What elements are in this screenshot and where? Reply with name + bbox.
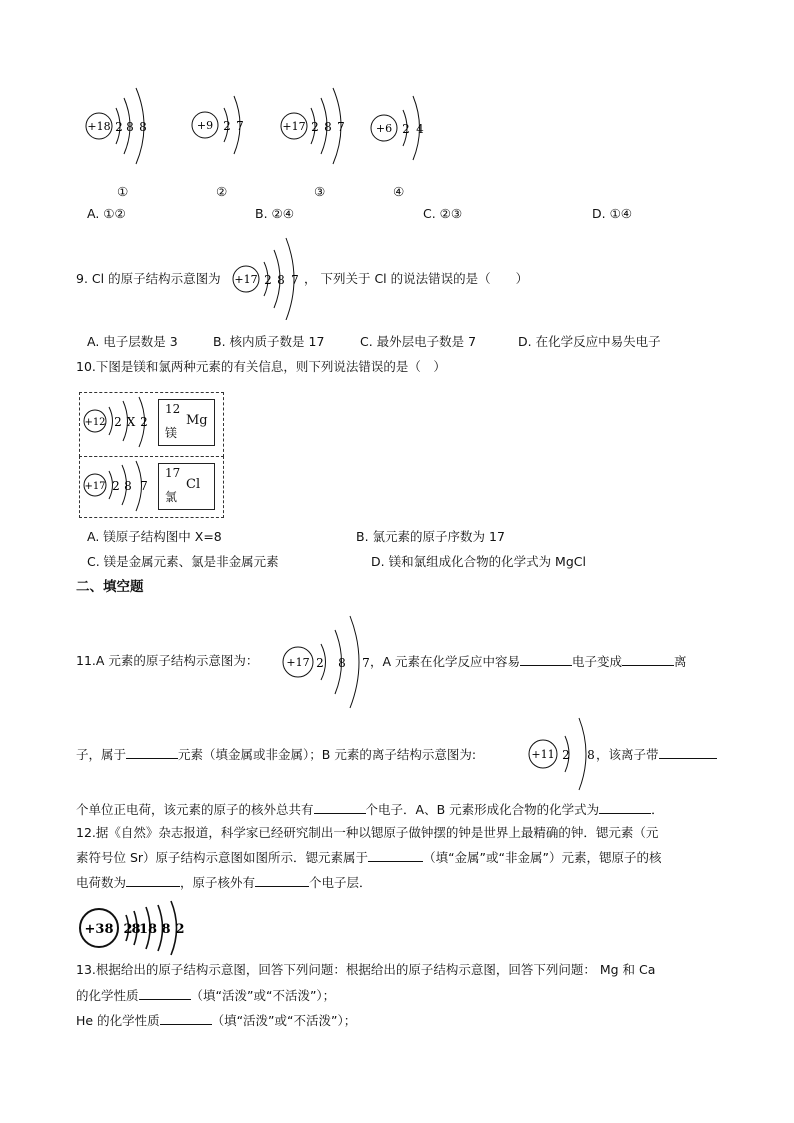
q11-text-charge: ，该离子带 — [596, 747, 659, 762]
svg-text:8: 8 — [161, 922, 171, 937]
q12-line1: 12.据《自然》杂志报道，科学家已经研究制出一种以锶原子做钟摆的钟是世界上最精确的钟．锶元素（元 — [76, 825, 659, 840]
q13-text-he: He 的化学性质 — [76, 1013, 160, 1028]
q8-option-c[interactable]: C. ②③ — [423, 206, 463, 221]
cl-symbol: Cl — [186, 477, 201, 492]
q12-blank-charge[interactable] — [126, 874, 180, 887]
q11-atom-a-diagram — [280, 614, 375, 710]
atom-label-4: ④ — [393, 184, 405, 199]
q9-option-d[interactable]: D. 在化学反应中易失电子 — [518, 334, 661, 349]
q11-blank-metal[interactable] — [126, 746, 178, 759]
q11-line1-b — [370, 653, 687, 670]
q11-ion-b-diagram — [525, 716, 605, 792]
atom-label-1: ① — [117, 184, 129, 199]
svg-text:7: 7 — [362, 656, 370, 670]
svg-text:8: 8 — [131, 922, 141, 937]
q12-text-nuclear: （填“金属”或“非金属”）元素，锶原子的核 — [423, 850, 662, 865]
q11-blank-charge[interactable] — [659, 746, 717, 759]
svg-text:2: 2 — [562, 748, 570, 762]
q11-text-become: 电子变成 — [572, 654, 623, 669]
q12-text-charge: 电荷数为 — [76, 875, 127, 890]
cl-element-card — [158, 463, 215, 510]
atom-diagram-3 — [275, 80, 355, 170]
atom-diagram-1 — [80, 80, 160, 170]
q12-line2 — [76, 849, 661, 866]
q10-option-a[interactable]: A. 镁原子结构图中 X=8 — [87, 529, 222, 544]
q9-atom-diagram — [228, 234, 306, 320]
svg-text:2: 2 — [123, 922, 133, 937]
svg-text:2: 2 — [140, 415, 148, 429]
q13-line3 — [76, 1012, 356, 1029]
q9-option-c[interactable]: C. 最外层电子数是 7 — [360, 334, 477, 349]
q11-text-belongs: 子，属于 — [76, 747, 127, 762]
q10-option-c[interactable]: C. 镁是金属元素、氯是非金属元素 — [87, 554, 279, 569]
q10-option-d[interactable]: D. 镁和氯组成化合物的化学式为 MgCl — [371, 554, 586, 569]
svg-text:8: 8 — [139, 120, 147, 134]
cl-name: 氯 — [165, 490, 178, 504]
svg-text:2: 2 — [264, 273, 272, 287]
svg-text:+12: +12 — [84, 417, 106, 428]
q11-text-units: 个单位正电荷，该元素的原子的核外总共有 — [76, 802, 314, 817]
svg-text:+11: +11 — [531, 748, 555, 761]
svg-text:4: 4 — [416, 122, 424, 136]
svg-text:8: 8 — [338, 656, 346, 670]
q13-line2 — [76, 987, 335, 1004]
svg-text:2: 2 — [223, 119, 231, 133]
q13-line1: 13.根据给出的原子结构示意图，回答下列问题：根据给出的原子结构示意图，回答下列问题： Mg 和 Ca — [76, 962, 656, 977]
svg-text:+18: +18 — [87, 120, 111, 133]
svg-text:7: 7 — [236, 119, 244, 133]
q9-option-a[interactable]: A. 电子层数是 3 — [87, 334, 178, 349]
svg-text:+17: +17 — [84, 481, 106, 492]
svg-text:8: 8 — [277, 273, 285, 287]
q11-line3 — [76, 801, 664, 818]
q13-blank-mgca[interactable] — [139, 987, 191, 1000]
q10-stem: 10.下图是镁和氯两种元素的有关信息，则下列说法错误的是（ ） — [76, 359, 446, 374]
svg-text:2: 2 — [175, 922, 185, 937]
q8-option-d[interactable]: D. ①④ — [592, 206, 632, 221]
atom-diagram-2 — [190, 90, 260, 160]
svg-text:2: 2 — [316, 656, 324, 670]
q11-text-b-ion: 元素（填金属或非金属）；B 元素的离子结构示意图为: — [178, 747, 477, 762]
atom-label-2: ② — [216, 184, 228, 199]
svg-text:8: 8 — [124, 479, 132, 493]
q12-text-outside: ，原子核外有 — [180, 875, 256, 890]
svg-text:+9: +9 — [196, 119, 214, 132]
q11-blank-formula[interactable] — [599, 801, 651, 814]
q12-blank-layers[interactable] — [255, 874, 309, 887]
svg-text:2: 2 — [112, 479, 120, 493]
q8-option-b[interactable]: B. ②④ — [255, 206, 294, 221]
svg-text:2: 2 — [115, 120, 123, 134]
mg-symbol: Mg — [186, 413, 208, 428]
q11-text-period: ． — [651, 802, 664, 817]
svg-text:2: 2 — [402, 122, 410, 136]
svg-text:18: 18 — [138, 922, 158, 937]
mg-name: 镁 — [165, 426, 178, 440]
svg-text:+17: +17 — [286, 656, 310, 669]
q11-line2-c — [596, 746, 717, 763]
q11-text-li: 离 — [674, 654, 687, 669]
q11-text-formula: 个电子．A、B 元素形成化合物的化学式为 — [365, 802, 600, 817]
q11-blank-gain-lose[interactable] — [520, 653, 572, 666]
q10-option-b[interactable]: B. 氯元素的原子序数为 17 — [356, 529, 505, 544]
q12-text-layers: 个电子层． — [309, 875, 372, 890]
q11-blank-ion-type[interactable] — [622, 653, 674, 666]
svg-text:8: 8 — [126, 120, 134, 134]
q12-sr-atom-diagram — [76, 897, 191, 959]
q12-blank-metal[interactable] — [368, 849, 423, 862]
svg-text:8: 8 — [587, 748, 595, 762]
q11-text-easily: ，A 元素在化学反应中容易 — [370, 654, 521, 669]
svg-text:+17: +17 — [234, 273, 258, 286]
svg-text:7: 7 — [291, 273, 299, 287]
cl-atomic-number: 17 — [165, 466, 181, 480]
mg-atomic-number: 12 — [165, 402, 181, 416]
svg-text:7: 7 — [140, 479, 148, 493]
q13-text-hint2: （填“活泼”或“不活泼”）； — [211, 1013, 357, 1028]
q9-stem-after: ， 下列关于 Cl 的说法错误的是（ ） — [304, 271, 529, 286]
q13-text-hint1: （填“活泼”或“不活泼”）； — [190, 988, 336, 1003]
svg-text:X: X — [126, 415, 136, 429]
svg-text:+6: +6 — [375, 122, 393, 135]
atom-label-3: ③ — [314, 184, 326, 199]
q11-blank-electrons[interactable] — [314, 801, 366, 814]
q12-text-belongs: 素符号位 Sr）原子结构示意图如图所示．锶元素属于 — [76, 850, 369, 865]
q12-line3 — [76, 874, 372, 891]
cl-atom-diagram — [82, 459, 158, 515]
section-heading: 二、填空题 — [76, 579, 144, 595]
q13-text-mgca: 的化学性质 — [76, 988, 139, 1003]
svg-text:2: 2 — [114, 415, 122, 429]
q9-stem-before: 9. Cl 的原子结构示意图为 — [76, 271, 221, 286]
svg-text:7: 7 — [337, 120, 345, 134]
svg-text:+38: +38 — [84, 922, 114, 937]
mg-element-card — [158, 399, 215, 446]
q11-line2 — [76, 746, 476, 763]
q13-blank-he[interactable] — [160, 1012, 212, 1025]
svg-text:+17: +17 — [282, 120, 306, 133]
q9-option-b[interactable]: B. 核内质子数是 17 — [213, 334, 325, 349]
svg-text:8: 8 — [324, 120, 332, 134]
atom-diagram-4 — [368, 90, 438, 166]
svg-text:2: 2 — [311, 120, 319, 134]
q11-line1-a: 11.A 元素的原子结构示意图为： — [76, 653, 259, 668]
mg-atom-diagram — [82, 395, 158, 453]
q8-option-a[interactable]: A. ①② — [87, 206, 126, 221]
